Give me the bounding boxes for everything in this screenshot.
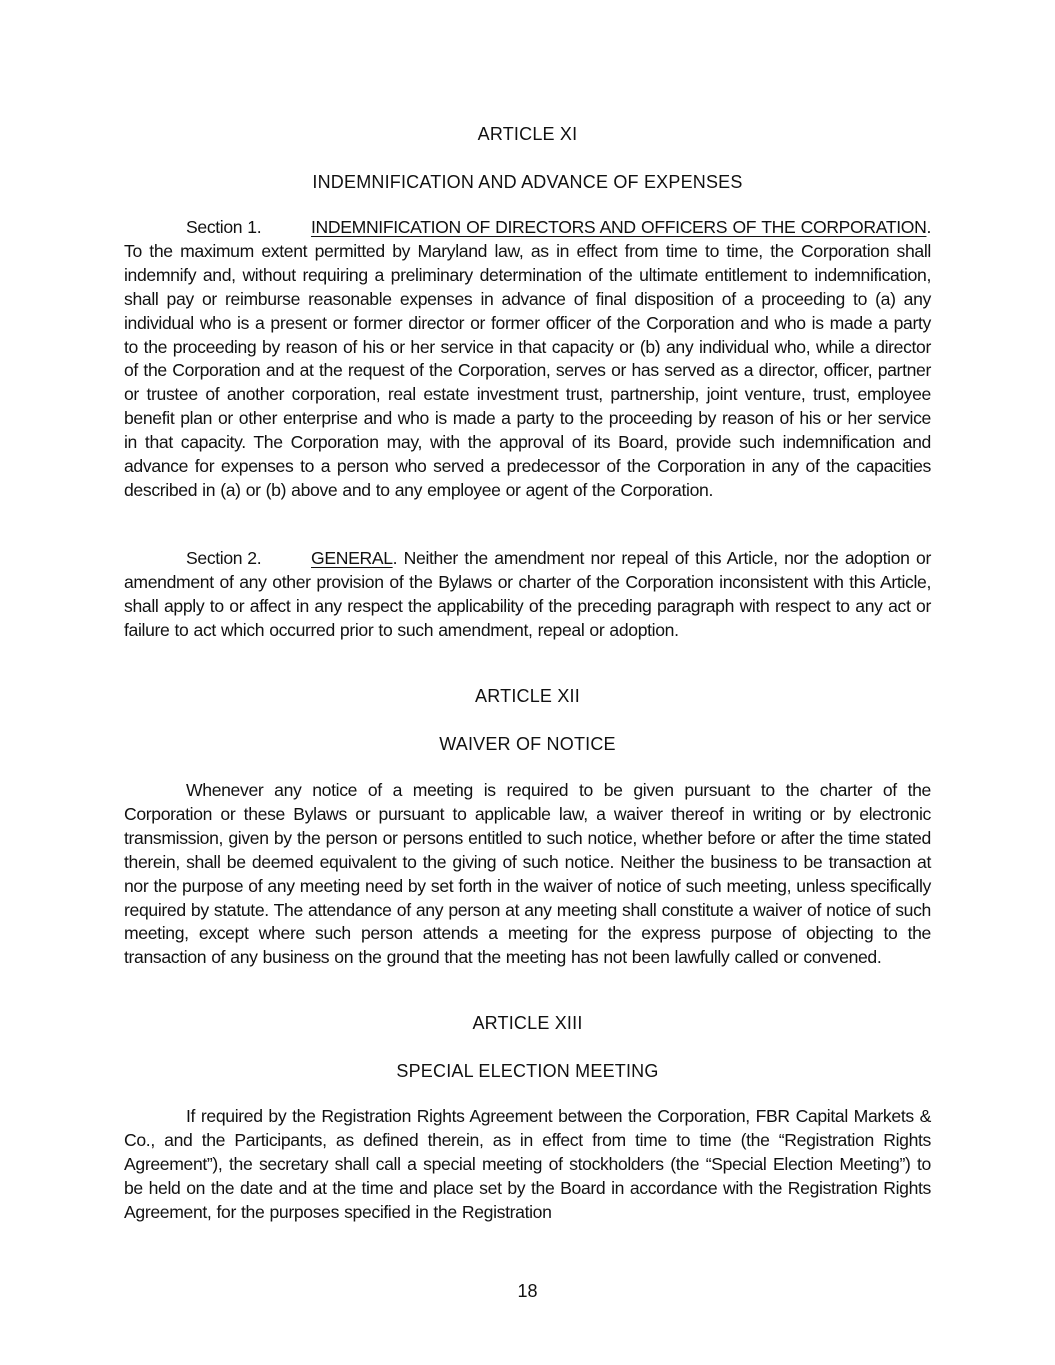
- page-number: 18: [517, 1281, 538, 1301]
- section-2-text: . Neither the amendment nor repeal of this Article, nor the adoption or amendment of any other provision of the Bylaws or charter of the Corporation inconsistent with this Article, shall apply to or affect in any respect the applicability of the preceding paragraph with respect to any act or failure to act which occurred prior to such amendment, repeal or adoption.: [124, 548, 931, 640]
- article-xii-title: ARTICLE XII: [475, 686, 580, 706]
- article-xii-subtitle: WAIVER OF NOTICE: [439, 734, 616, 754]
- document-page: [124, 0, 931, 1365]
- article-xiii-text: If required by the Registration Rights Agreement between the Corporation, FBR Capital Markets & Co., and the Participants, as defined therein, as in effect from time to time (the “Registration Rights Agreement”), the secretary shall call a special meeting of stockholders (the “Special Election Meeting”) to be held on the date and at the time and place set by the Board in accordance with the Registration Rights Agreement, for the purposes specified in the Registration: [124, 1106, 931, 1222]
- section-1-text: . To the maximum extent permitted by Maryland law, as in effect from time to time, the Corporation shall indemnify and, without requiring a preliminary determination of the ultimate entitlement to indemnification, shall pay or reimburse reasonable expenses in advance of final disposition of a proceeding to (a) any individual who is a present or former director or former officer of the Corporation and who is made a party to the proceeding by reason of his or her service in that capacity or (b) any individual who, while a director of the Corporation and at the request of the Corporation, serves or has served as a director, officer, partner or trustee of another corporation, real estate investment trust, partnership, joint venture, trust, employee benefit plan or other enterprise and who is made a party to the proceeding by reason of his or her service in that capacity. The Corporation may, with the approval of its Board, provide such indemnification and advance for expenses to a person who served a predecessor of the Corporation in any of the capacities described in (a) or (b) above and to any employee or agent of the Corporation.: [124, 217, 931, 500]
- article-xii-text: Whenever any notice of a meeting is required to be given pursuant to the charter of the Corporation or these Bylaws or pursuant to applicable law, a waiver thereof in writing or by electronic transmission, given by the person or persons entitled to such notice, whether before or after the time stated therein, shall be deemed equivalent to the giving of such notice. Neither the business to be transaction at nor the purpose of any meeting need by set forth in the waiver of notice of such meeting, unless specifically required by statute. The attendance of any person at any meeting shall constitute a waiver of notice of such meeting, except where such person attends a meeting for the express purpose of objecting to the transaction of any business on the ground that the meeting has not been lawfully called or convened.: [124, 780, 931, 968]
- article-xiii-title: ARTICLE XIII: [472, 1013, 583, 1033]
- article-xiii-subtitle: SPECIAL ELECTION MEETING: [396, 1061, 659, 1081]
- section-1-heading: INDEMNIFICATION OF DIRECTORS AND OFFICERS OF THE CORPORATION: [311, 217, 927, 237]
- article-xi-section-2: [124, 547, 931, 643]
- article-xi-section-1: [124, 216, 931, 503]
- article-xi-title: ARTICLE XI: [477, 124, 578, 144]
- section-2-label: Section 2.: [186, 548, 262, 568]
- section-1-label: Section 1.: [186, 217, 262, 237]
- article-xi-subtitle: INDEMNIFICATION AND ADVANCE OF EXPENSES: [312, 172, 743, 192]
- section-2-heading: GENERAL: [311, 548, 393, 568]
